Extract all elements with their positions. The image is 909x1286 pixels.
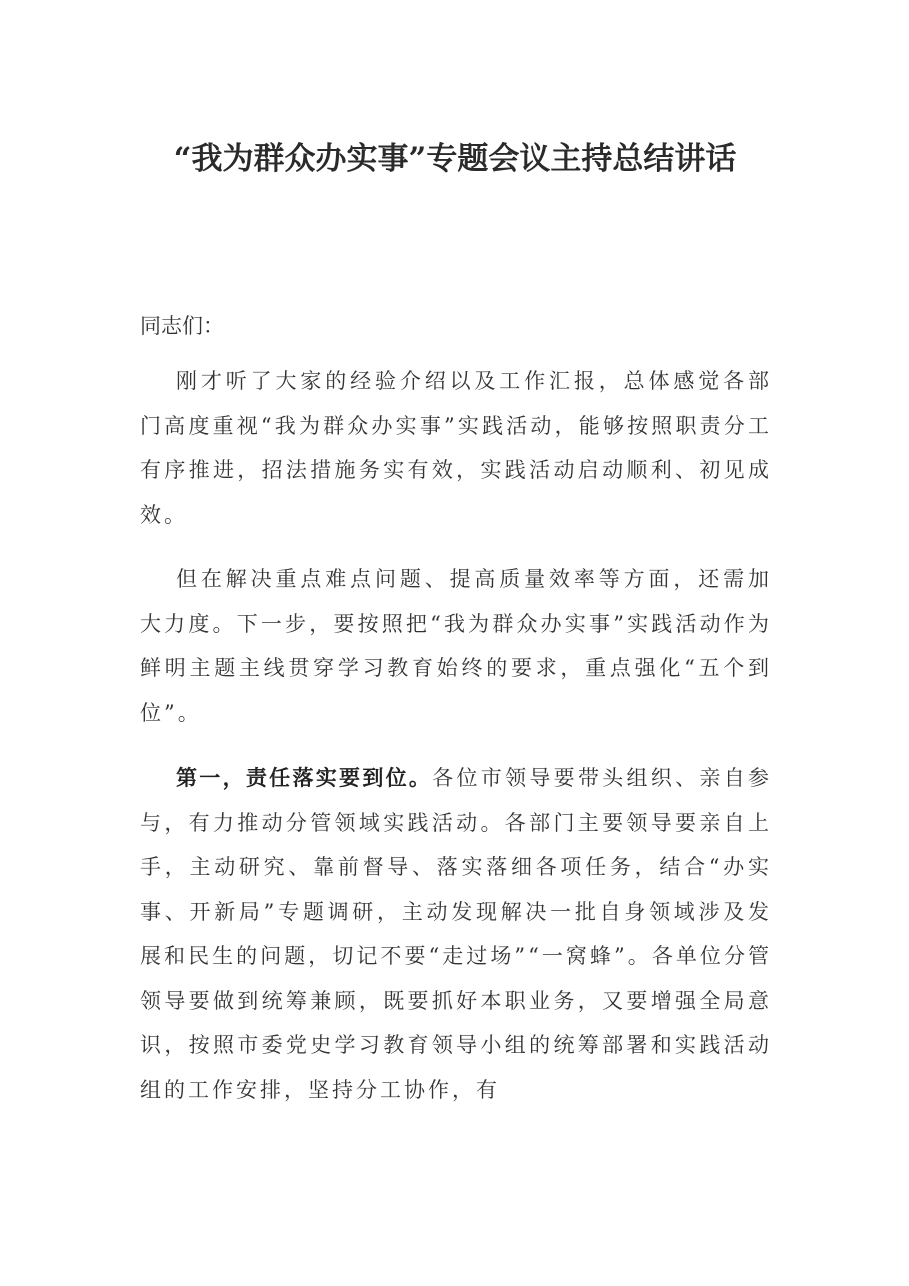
body-paragraph — [140, 756, 772, 1112]
greeting-text: 同志们： — [140, 314, 224, 338]
document-title: “我为群众办实事”专题会议主持总结讲话 — [173, 141, 737, 177]
paragraph-lead: 第一，责任落实要到位。 — [176, 765, 433, 790]
body-paragraph — [140, 359, 772, 537]
paragraph-text: 刚才听了大家的经验介绍以及工作汇报，总体感觉各部门高度重视“我为群众办实事”实践活动，能够按照职责分工有序推进，招法措施务实有效，实践活动启动顺利、初见成效。 — [140, 369, 772, 527]
paragraph-text: 但在解决重点难点问题、提高质量效率等方面，还需加大力度。下一步，要按照把“我为群众办实事”实践活动作为鲜明主题主线贯穿学习教育始终的要求，重点强化“五个到位”。 — [140, 567, 772, 725]
body-paragraph — [140, 557, 772, 735]
paragraph-text: 各位市领导要带头组织、亲自参与，有力推动分管领域实践活动。各部门主要领导要亲自上手，主动研究、靠前督导、落实落细各项任务，结合“办实事、开新局”专题调研，主动发现解决一批自身领域涉及发展和民生的问题，切记不要“走过场”“一窝蜂”。各单位分管领导要做到统筹兼顾，既要抓好本职业务，又要增强全局意识，按照市委党史学习教育领导小组的统筹部署和实践活动组的工作安排，坚持分工协作，有 — [140, 766, 773, 1102]
